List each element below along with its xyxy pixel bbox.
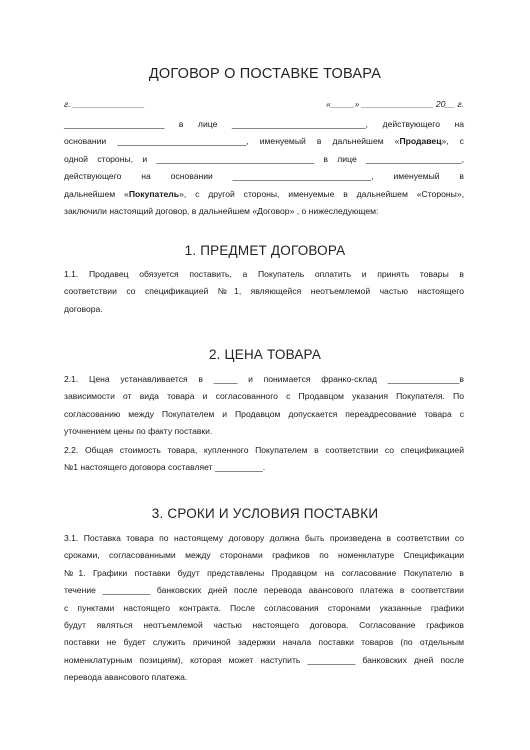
section-paragraph (64, 530, 464, 687)
document-title: ДОГОВОР О ПОСТАВКЕ ТОВАРА (148, 66, 382, 82)
paragraph-line: уточнением цены по факту поставки. (64, 426, 213, 437)
paragraph-line: будут являться неотъемлемой частью настоящего договора. Согласование графиков (64, 620, 464, 631)
preamble-line: заключили настоящий договор, в дальнейшем «Договор» , о нижеследующем: (64, 206, 379, 217)
paragraph-line: номенклатурным позициям), которая может наступить __________ банковских дней после (64, 654, 464, 665)
section-title: 1. ПРЕДМЕТ ДОГОВОРА (184, 243, 346, 258)
section-paragraph (64, 442, 464, 477)
paragraph-line: №1 настоящего договора составляет __________. (64, 462, 266, 473)
section-paragraph (64, 371, 464, 441)
paragraph-line: согласованию между Покупателем и Продавцом допускается переадресование товара с (64, 408, 464, 419)
paragraph-line: поставки не будет служить причиной задержки начала поставки товаров (по отдельным (64, 637, 464, 648)
paragraph-line: течение __________ банковских дней после перевода авансового платежа в соответствии (64, 585, 464, 596)
preamble-line: основании ___________________________, именуемый в дальнейшем «Продавец», с (64, 136, 464, 147)
preamble-line: одной стороны, и _________________________________ в лице ____________________, (64, 153, 464, 164)
paragraph-line: с пунктами настоящего контракта. После согласования сторонами указанные графики (64, 602, 464, 613)
paragraph-line: 2.2. Общая стоимость товара, купленного Покупателем в соответствии со спецификацией (64, 445, 464, 455)
paragraph-line: зависимости от вида товара и согласованного с Продавцом указания Покупателя. По (64, 391, 464, 402)
contract-place: г. _______________ (64, 99, 145, 109)
paragraph-line: договора. (64, 303, 103, 314)
paragraph-line: 1.1. Продавец обязуется поставить, а Покупатель оплатить и принять товары в (64, 269, 464, 279)
section-paragraph (64, 266, 464, 318)
paragraph-line: №1. Графики поставки будут представлены Продавцом на согласование Покупателю в (64, 567, 464, 578)
contract-date: «_____» _______________ 20__ г. (325, 99, 464, 109)
section-title: 3. СРОКИ И УСЛОВИЯ ПОСТАВКИ (151, 506, 379, 521)
paragraph-line: 3.1. Поставка товара по настоящему договору должна быть произведена в соответствии со (64, 533, 464, 543)
paragraph-line: сроками, согласованными между сторонами графиков по номенклатуре Спецификации (64, 550, 464, 561)
preamble-line: _____________________ в лице ____________________________, действующего на (64, 119, 464, 129)
preamble-line: дальнейшем «Покупатель», с другой стороны, именуемые в дальнейшем «Стороны», (64, 188, 464, 199)
preamble (64, 116, 464, 220)
section-title: 2. ЦЕНА ТОВАРА (208, 347, 322, 362)
paragraph-line: соответствии со спецификацией №1, являющейся неотъемлемой частью настоящего (64, 286, 464, 297)
paragraph-line: перевода авансового платежа. (64, 672, 188, 683)
preamble-line: действующего на основании _____________________________, именуемый в (64, 171, 464, 182)
paragraph-line: 2.1. Цена устанавливается в _____ и понимается франко-склад _______________в (64, 374, 464, 384)
place-date-line (64, 99, 464, 109)
